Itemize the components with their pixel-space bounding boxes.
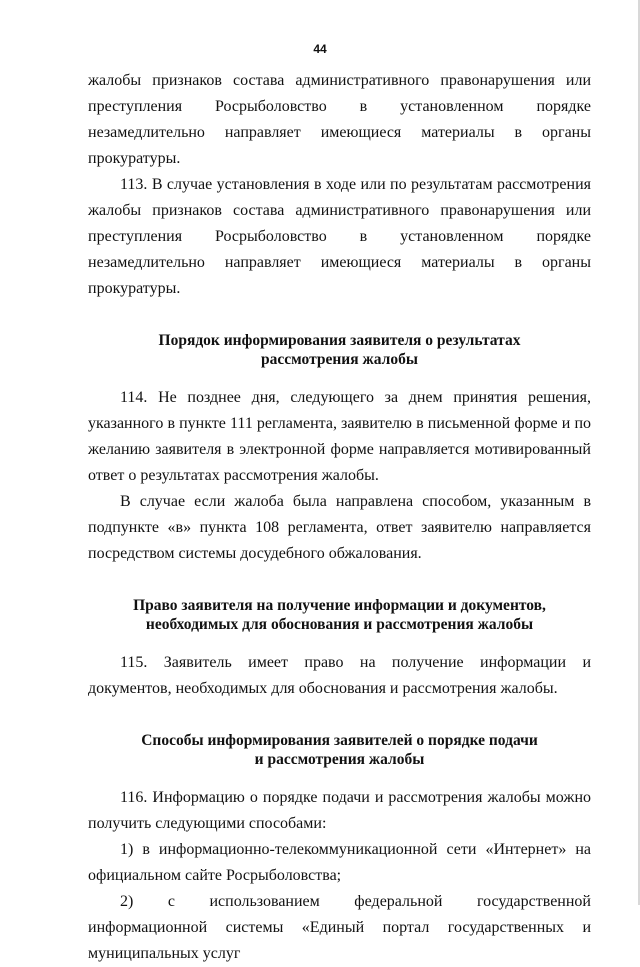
paragraph-114: 114. Не позднее дня, следующего за днем принятия решения, указанного в пункте 111 регламента, заявителю в письменной форме и по желанию заявителя в электронной форме направляется мотивированный ответ о результатах рассмотрения жалобы. [88, 389, 591, 484]
section-heading-line: рассмотрения жалобы [261, 351, 418, 368]
page-content [88, 68, 591, 967]
paragraph-116: 116. Информацию о порядке подачи и рассмотрения жалобы можно получить следующими способами: [88, 789, 591, 832]
section-heading-line: Право заявителя на получение информации и документов, [133, 597, 546, 614]
section-heading-line: необходимых для обоснования и рассмотрения жалобы [145, 616, 534, 633]
section-heading-line: Способы информирования заявителей о порядке подачи [141, 732, 538, 749]
page-number: 44 [313, 42, 327, 56]
paragraph-114-cont: В случае если жалоба была направлена способом, указанным в подпункте «в» пункта 108 регламента, ответ заявителю направляется посредством системы досудебного обжалования. [88, 493, 591, 562]
paragraph-115: 115. Заявитель имеет право на получение информации и документов, необходимых для обоснования и рассмотрения жалобы. [88, 654, 591, 697]
paragraph-continuation: жалобы признаков состава административного правонарушения или преступления Росрыболовство в установленном порядке незамедлительно направляет имеющиеся материалы в органы прокуратуры. [88, 72, 591, 167]
section-heading-informing-methods [88, 731, 591, 769]
paragraph-116-item-2: 2) с использованием федеральной государственной информационной системы «Единый портал государственных и муниципальных услуг [88, 893, 591, 962]
paragraph-113: 113. В случае установления в ходе или по результатам рассмотрения жалобы признаков состава административного правонарушения или преступления Росрыболовство в установленном порядке незамедлительно направляет имеющиеся материалы в органы прокуратуры. [88, 176, 591, 297]
section-heading-informing-results [88, 331, 591, 369]
section-heading-line: Порядок информирования заявителя о результатах [158, 332, 521, 349]
section-heading-applicant-rights [88, 596, 591, 634]
section-heading-line: и рассмотрения жалобы [254, 751, 425, 768]
paragraph-116-item-1: 1) в информационно-телекоммуникационной сети «Интернет» на официальном сайте Росрыболовства; [88, 841, 591, 884]
